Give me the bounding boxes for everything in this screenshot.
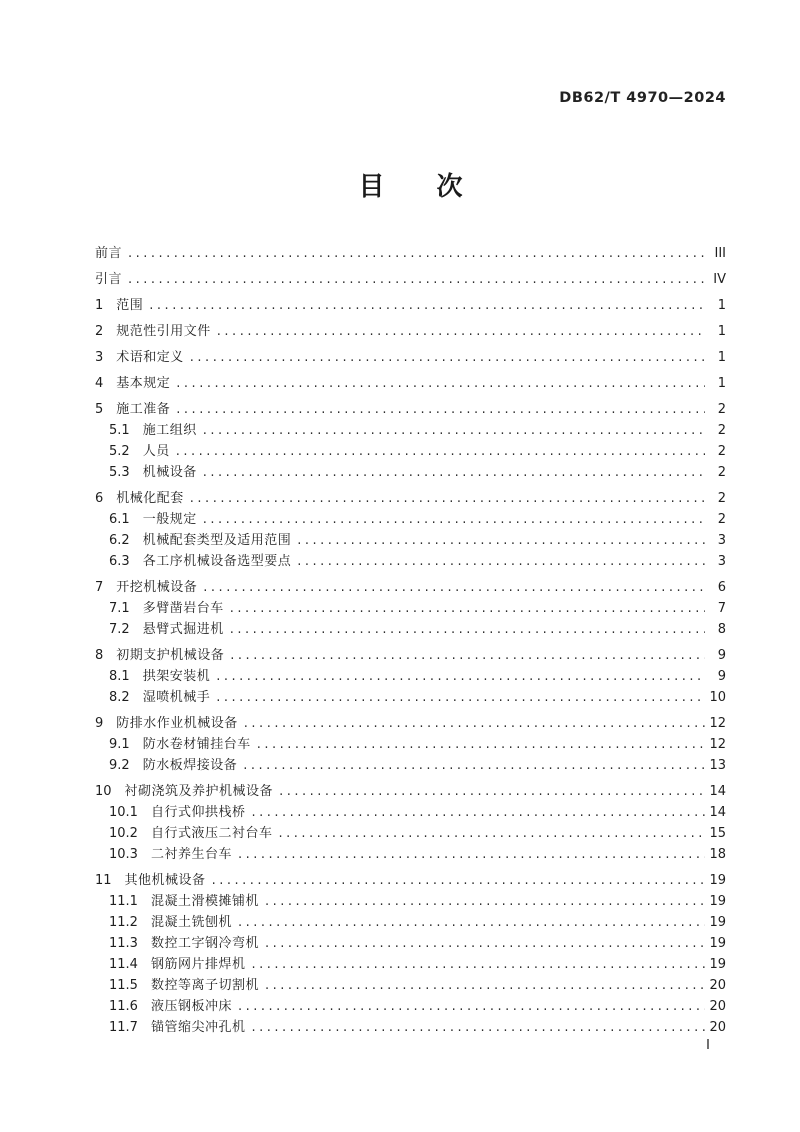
toc-entry-page: 7	[717, 601, 726, 616]
toc-entry-page: 8	[717, 622, 726, 637]
dot-leader	[128, 269, 705, 290]
dot-leader	[238, 912, 705, 933]
toc-entry-page: 9	[717, 648, 726, 663]
toc-entry-number: 11.6	[109, 999, 138, 1014]
dot-leader	[176, 441, 705, 462]
toc-entry-number: 8.1	[109, 669, 130, 684]
toc-entry-label: 开挖机械设备	[116, 580, 198, 595]
toc-entry-label: 其他机械设备	[124, 873, 206, 888]
toc-entry-label: 自行式液压二衬台车	[150, 826, 273, 841]
dot-leader	[251, 1017, 705, 1038]
dot-leader	[297, 530, 705, 551]
toc-entry-label: 数控等离子切割机	[150, 978, 259, 993]
page-title: 目 次	[358, 172, 463, 202]
toc-entry	[95, 1017, 726, 1038]
dot-leader	[216, 666, 705, 687]
toc-entry-label: 钢筋网片排焊机	[150, 957, 246, 972]
doc-code: DB62/T 4970—2024	[559, 90, 726, 106]
toc-entry-number: 5.2	[109, 444, 130, 459]
dot-leader	[251, 802, 705, 823]
toc-entry-page: 2	[717, 465, 726, 480]
dot-leader	[190, 347, 705, 368]
toc-entry-number: 7.1	[109, 601, 130, 616]
dot-leader	[238, 844, 705, 865]
dot-leader	[243, 755, 705, 776]
toc-entry-label: 衬砌浇筑及养护机械设备	[124, 784, 274, 799]
toc-entry-label: 规范性引用文件	[116, 324, 211, 339]
toc-entry-label: 混凝土铣刨机	[150, 915, 232, 930]
toc-entry-page: IV	[713, 272, 726, 287]
toc-entry-number: 4	[95, 376, 104, 391]
toc-entry-page: 2	[717, 444, 726, 459]
toc-entry-label: 悬臂式掘进机	[142, 622, 224, 637]
toc-entry-page: 2	[717, 402, 726, 417]
toc-entry	[95, 954, 726, 975]
toc-entry-number: 6.1	[109, 512, 130, 527]
toc-entry	[95, 462, 726, 483]
toc-entry	[95, 996, 726, 1017]
toc-entry	[95, 347, 726, 368]
toc-entry	[95, 734, 726, 755]
dot-leader	[217, 321, 705, 342]
toc-entry-page: 19	[709, 957, 726, 972]
toc-entry-page: 12	[709, 716, 726, 731]
toc-entry	[95, 645, 726, 666]
toc-entry-number: 5	[95, 402, 104, 417]
dot-leader	[128, 243, 705, 264]
toc-entry-number: 9	[95, 716, 104, 731]
toc-entry	[95, 420, 726, 441]
toc-entry-number: 7.2	[109, 622, 130, 637]
toc-entry-label: 施工准备	[116, 402, 171, 417]
toc-entry-number: 5.1	[109, 423, 130, 438]
dot-leader	[278, 823, 705, 844]
dot-leader	[212, 870, 705, 891]
toc-entry	[95, 802, 726, 823]
footer-page-number: I	[706, 1037, 710, 1053]
toc-entry-page: III	[714, 246, 726, 261]
toc-entry-page: 1	[717, 324, 726, 339]
toc-entry-number: 11.1	[109, 894, 138, 909]
toc-entry-page: 10	[709, 690, 726, 705]
toc-entry-number: 11.7	[109, 1020, 138, 1035]
dot-leader	[244, 713, 705, 734]
toc-entry-number: 1	[95, 298, 104, 313]
toc-entry-number: 10.2	[109, 826, 138, 841]
dot-leader	[216, 687, 705, 708]
toc-entry-label: 多臂凿岩台车	[142, 601, 224, 616]
dot-leader	[297, 551, 705, 572]
toc-entry-number: 11.5	[109, 978, 138, 993]
dot-leader	[203, 420, 705, 441]
toc-entry-page: 20	[709, 978, 726, 993]
toc-entry-label: 范围	[116, 298, 144, 313]
dot-leader	[230, 598, 705, 619]
toc-entry-label: 自行式仰拱栈桥	[150, 805, 246, 820]
toc-entry	[95, 666, 726, 687]
toc-entry	[95, 373, 726, 394]
dot-leader	[203, 577, 705, 598]
toc-entry-number: 8.2	[109, 690, 130, 705]
toc-entry	[95, 870, 726, 891]
toc-entry	[95, 441, 726, 462]
toc-entry-number: 11.3	[109, 936, 138, 951]
toc-entry-number: 5.3	[109, 465, 130, 480]
dot-leader	[230, 645, 705, 666]
toc-entry	[95, 619, 726, 640]
dot-leader	[203, 462, 705, 483]
toc-entry-label: 前言	[95, 246, 123, 261]
toc-entry	[95, 295, 726, 316]
toc-entry-page: 1	[717, 298, 726, 313]
toc-entry-label: 混凝土滑模摊铺机	[150, 894, 259, 909]
toc-entry-page: 13	[709, 758, 726, 773]
toc-entry-label: 防水板焊接设备	[142, 758, 238, 773]
toc-entry-number: 6	[95, 491, 104, 506]
toc-entry-label: 机械设备	[142, 465, 197, 480]
dot-leader	[265, 975, 705, 996]
toc-entry-page: 12	[709, 737, 726, 752]
toc-entry-label: 防水卷材铺挂台车	[142, 737, 251, 752]
dot-leader	[176, 373, 705, 394]
toc-entry-page: 3	[717, 533, 726, 548]
dot-leader	[176, 399, 705, 420]
toc-entry	[95, 975, 726, 996]
toc-entry-page: 20	[709, 999, 726, 1014]
toc-entry	[95, 891, 726, 912]
toc-entry	[95, 530, 726, 551]
toc-entry-label: 基本规定	[116, 376, 171, 391]
toc-entry-label: 初期支护机械设备	[116, 648, 225, 663]
dot-leader	[265, 933, 705, 954]
toc-entry	[95, 269, 726, 290]
toc-entry-page: 19	[709, 894, 726, 909]
toc-entry-label: 人员	[142, 444, 170, 459]
toc-entry	[95, 577, 726, 598]
toc-entry-label: 术语和定义	[116, 350, 184, 365]
toc-entry-page: 19	[709, 915, 726, 930]
toc-entry-page: 2	[717, 512, 726, 527]
toc-entry-label: 防排水作业机械设备	[116, 716, 238, 731]
toc-entry-number: 10.3	[109, 847, 138, 862]
toc-entry-label: 液压钢板冲床	[150, 999, 232, 1014]
toc-entry-label: 机械配套类型及适用范围	[142, 533, 292, 548]
toc-list	[95, 243, 726, 1038]
toc-entry-number: 6.2	[109, 533, 130, 548]
toc-entry	[95, 933, 726, 954]
toc-entry	[95, 823, 726, 844]
toc-entry-page: 2	[717, 491, 726, 506]
toc-entry-number: 11.2	[109, 915, 138, 930]
dot-leader	[251, 954, 705, 975]
toc-entry	[95, 713, 726, 734]
dot-leader	[230, 619, 705, 640]
toc-entry	[95, 321, 726, 342]
toc-entry	[95, 844, 726, 865]
toc-entry-label: 机械化配套	[116, 491, 184, 506]
dot-leader	[149, 295, 705, 316]
dot-leader	[257, 734, 705, 755]
toc-entry-number: 2	[95, 324, 104, 339]
dot-leader	[279, 781, 705, 802]
toc-entry-page: 2	[717, 423, 726, 438]
toc-entry-number: 3	[95, 350, 104, 365]
toc-entry	[95, 509, 726, 530]
toc-entry	[95, 243, 726, 264]
toc-entry-number: 9.1	[109, 737, 130, 752]
toc-entry-label: 湿喷机械手	[142, 690, 211, 705]
toc-entry	[95, 687, 726, 708]
toc-entry-label: 锚管缩尖冲孔机	[150, 1020, 246, 1035]
dot-leader	[265, 891, 705, 912]
toc-entry-number: 9.2	[109, 758, 130, 773]
toc-entry	[95, 755, 726, 776]
toc-entry-page: 14	[709, 784, 726, 799]
toc-entry	[95, 551, 726, 572]
toc-entry-label: 数控工字钢冷弯机	[150, 936, 259, 951]
toc-entry-label: 施工组织	[142, 423, 197, 438]
toc-entry-page: 19	[709, 936, 726, 951]
toc-entry-number: 11	[95, 873, 112, 888]
toc-entry	[95, 912, 726, 933]
toc-entry-label: 拱架安装机	[142, 669, 211, 684]
dot-leader	[238, 996, 705, 1017]
toc-entry-page: 1	[717, 376, 726, 391]
toc-entry-number: 10	[95, 784, 112, 799]
toc-entry	[95, 598, 726, 619]
dot-leader	[203, 509, 705, 530]
toc-entry-number: 6.3	[109, 554, 130, 569]
toc-entry-label: 二衬养生台车	[150, 847, 232, 862]
toc-entry-page: 18	[709, 847, 726, 862]
toc-entry-page: 9	[717, 669, 726, 684]
toc-entry	[95, 399, 726, 420]
dot-leader	[190, 488, 705, 509]
toc-entry-number: 11.4	[109, 957, 138, 972]
toc-entry-label: 各工序机械设备选型要点	[142, 554, 292, 569]
toc-entry-page: 14	[709, 805, 726, 820]
toc-entry-page: 20	[709, 1020, 726, 1035]
toc-entry	[95, 488, 726, 509]
toc-entry-number: 7	[95, 580, 104, 595]
toc-entry-page: 1	[717, 350, 726, 365]
toc-entry	[95, 781, 726, 802]
toc-entry-page: 3	[717, 554, 726, 569]
toc-entry-label: 引言	[95, 272, 123, 287]
toc-entry-label: 一般规定	[142, 512, 197, 527]
toc-entry-number: 8	[95, 648, 104, 663]
toc-entry-page: 15	[709, 826, 726, 841]
toc-entry-page: 19	[709, 873, 726, 888]
toc-entry-number: 10.1	[109, 805, 138, 820]
toc-entry-page: 6	[717, 580, 726, 595]
